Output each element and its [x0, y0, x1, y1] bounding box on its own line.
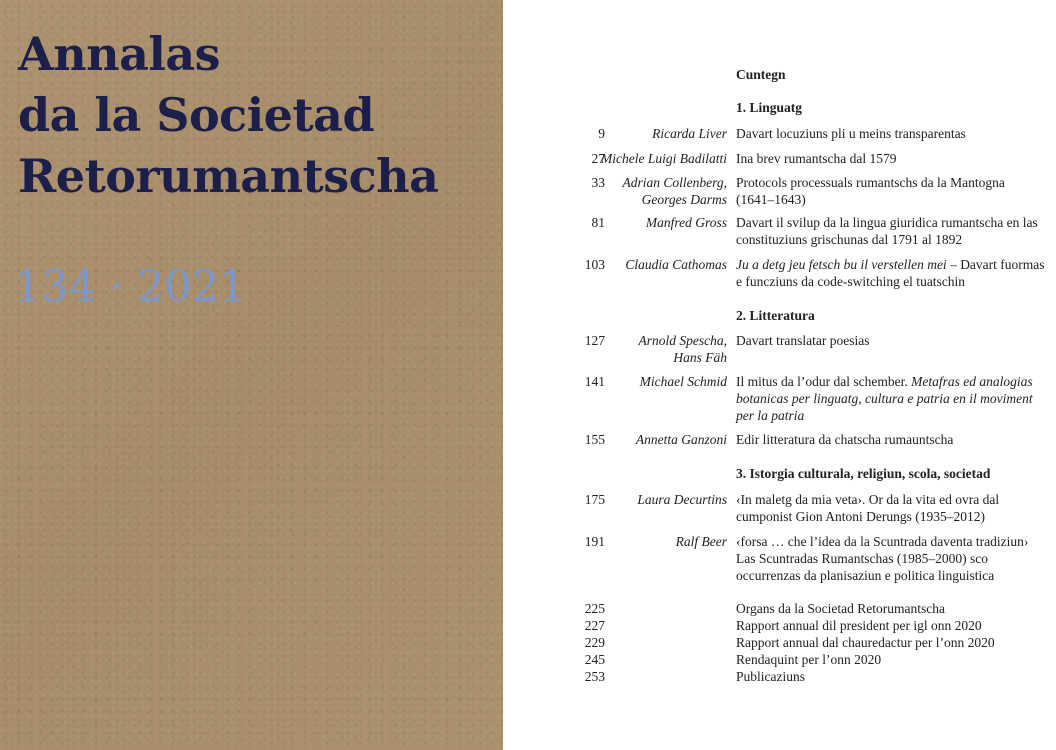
- entry-page-number: 27: [591, 151, 605, 166]
- cover-title-line: Retorumantscha: [18, 149, 439, 203]
- table-of-contents: [503, 0, 1056, 750]
- cover-issue-number: 134 · 2021: [14, 262, 247, 312]
- entry-title-italic: Ju a detg jeu fetsch bu il verstellen mei: [736, 257, 947, 272]
- entry-title: [736, 256, 1046, 290]
- cover-panel: [0, 0, 503, 750]
- entry-page-number: 81: [591, 215, 605, 230]
- entry-author: Laura Decurtins: [637, 492, 727, 507]
- entry-title: Protocols processuals rumantschs da la Mantogna (1641–1643): [736, 175, 1005, 207]
- entry-title: ‹In maletg da mia veta›. Or da la vita ed ovra dal cumponist Gion Antoni Derungs (1935–2012): [736, 492, 1000, 524]
- entry-author: Manfred Gross: [645, 215, 727, 230]
- appendix-page-number: 245: [584, 652, 605, 667]
- entry-title: Davart il svilup da la lingua giuridica rumantscha en las constituziuns grischunas dal 1791 al 1892: [736, 215, 1038, 247]
- appendix-page-number: 227: [584, 618, 605, 633]
- appendix-title: Organs da la Societad Retorumantscha: [736, 601, 945, 616]
- appendix-page-number: 229: [584, 635, 605, 650]
- entry-title: Ina brev rumantscha dal 1579: [736, 151, 897, 166]
- entry-page-number: 33: [591, 175, 605, 190]
- entry-author: Hans Fäh: [673, 350, 727, 365]
- section-heading: 1. Linguatg: [736, 100, 803, 115]
- entry-title: Edir litteratura da chatscha rumauntscha: [736, 432, 954, 447]
- appendix-title: Rendaquint per l’onn 2020: [736, 652, 882, 667]
- entry-author: Adrian Collenberg,: [622, 175, 727, 190]
- cover-title-line: Annalas: [18, 27, 221, 81]
- entry-page-number: 127: [584, 333, 605, 348]
- entry-page-number: 155: [584, 432, 605, 447]
- appendix-title: Rapport annual dal chauredactur per l’onn 2020: [736, 635, 995, 650]
- entry-title-roman: Il mitus da l’odur dal schember.: [736, 374, 912, 389]
- entry-title: Davart translatar poesias: [736, 333, 870, 348]
- entry-page-number: 191: [584, 534, 605, 549]
- entry-title: [736, 373, 1046, 424]
- entry-title-italic: Metafras ed analogias botanicas per linguatg, cultura e patria en il moviment per la patria: [736, 374, 1033, 423]
- appendix-title: Rapport annual dil president per igl onn 2020: [736, 618, 982, 633]
- appendix-page-number: 253: [584, 669, 605, 684]
- entry-page-number: 175: [584, 492, 605, 507]
- entry-title: Davart locuziuns pli u meins transparentas: [736, 126, 966, 141]
- entry-title: ‹forsa … che l’idea da la Scuntrada daventa tradiziun› Las Scuntradas Rumantschas (1985–2000) sco occurrenzas da planisaziun e politica linguistica: [736, 534, 1029, 583]
- section-heading: 2. Litteratura: [736, 308, 815, 323]
- appendix-page-number: 225: [584, 601, 605, 616]
- entry-page-number: 9: [598, 126, 605, 141]
- entry-page-number: 103: [584, 257, 605, 272]
- entry-author: Ralf Beer: [675, 534, 727, 549]
- appendix-title: Publicaziuns: [736, 669, 805, 684]
- entry-page-number: 141: [584, 374, 605, 389]
- entry-author: Annetta Ganzoni: [635, 432, 727, 447]
- cover-title: [18, 24, 438, 207]
- entry-author: Georges Darms: [641, 192, 727, 207]
- entry-author: Michael Schmid: [639, 374, 727, 389]
- entry-author: Claudia Cathomas: [625, 257, 727, 272]
- section-heading: 3. Istorgia culturala, religiun, scola, societad: [736, 466, 991, 481]
- entry-author: Ricarda Liver: [652, 126, 727, 141]
- entry-author: Arnold Spescha,: [638, 333, 727, 348]
- cover-title-line: da la Societad: [18, 88, 375, 142]
- entry-title-roman: – Davart fuormas e funcziuns da code-switching el tuatschin: [736, 257, 1045, 289]
- toc-heading: Cuntegn: [736, 67, 786, 82]
- entry-author: Michele Luigi Badilatti: [601, 151, 727, 166]
